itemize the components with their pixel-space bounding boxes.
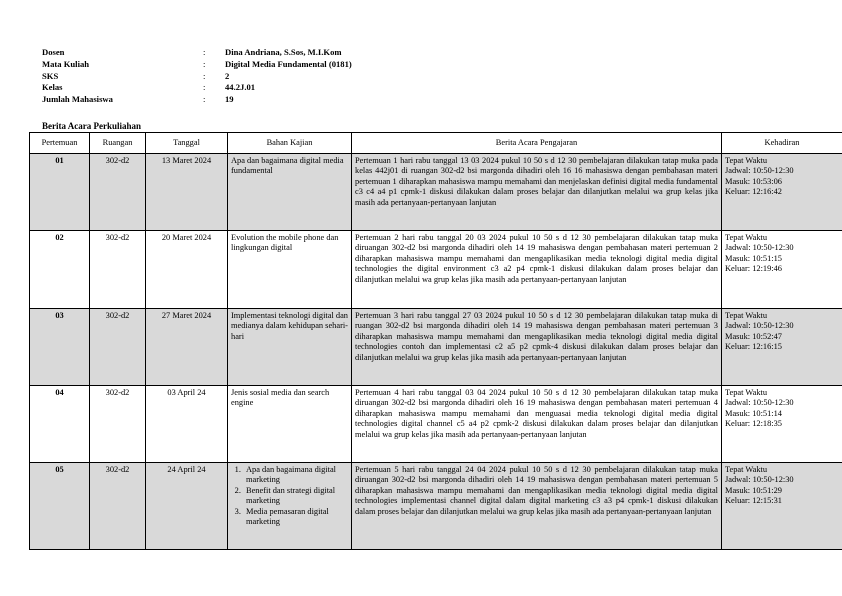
attendance-in: Masuk: 10:51:15: [725, 253, 782, 263]
date: 20 Maret 2024: [146, 231, 228, 309]
attendance-out: Keluar: 12:18:35: [725, 419, 782, 429]
topic-list: [231, 465, 348, 527]
meeting-number: 03: [30, 309, 90, 386]
room: 302-d2: [90, 154, 146, 231]
topic-list-item: 1. Apa dan bagaimana digital marketing: [243, 465, 348, 486]
info-value: Dina Andriana, S.Sos, M.I.Kom: [225, 47, 342, 57]
info-label: Jumlah Mahasiswa: [42, 94, 113, 105]
attendance-schedule: Jadwal: 10:50-12:30: [725, 243, 794, 253]
report: Pertemuan 2 hari rabu tanggal 20 03 2024 pukul 10 50 s d 12 30 pembelajaran dilakukan tatap muka diruangan 302-d2 bsi margonda dihadiri oleh 14 19 mahasiswa dengan pembahasan materi pertemuan 2 diharapkan mahasiswa mampu memahami dan mengaplikasikan media teknologi digital media digital technologies the digital environment c3 a2 p4 cpmk-1 diskusi dilakukan dalam proses belajar dan dilanjutkan melalui wa grup kelas jika masih ada pertanyaan-pertanyaan lanjutan: [352, 231, 722, 309]
attendance: [722, 463, 842, 550]
room: 302-d2: [90, 309, 146, 386]
topic: Apa dan bagaimana digital media fundamental: [228, 154, 352, 231]
meeting-number: 04: [30, 386, 90, 463]
info-row-kelas: [42, 82, 352, 94]
report: Pertemuan 1 hari rabu tanggal 13 03 2024 pukul 10 50 s d 12 30 pembelajaran dilakukan tatap muka pada kelas 442j01 di ruangan 302-d2 bsi margonda dihadiri oleh 16 16 mahasiswa dengan pembahasan materi pertemuan 1 diharapkan mahasiswa mampu memahami dan menjelaskan definisi digital media fundamental c3 c4 a4 p1 cpmk-1 diskusi dilakukan dalam proses belajar dan dilanjutkan melalui wa grup kelas jika masih ada pertanyaan-pertanyaan lanjutan: [352, 154, 722, 231]
report: Pertemuan 3 hari rabu tanggal 27 03 2024 pukul 10 50 s d 12 30 pembelajaran dilakukan tatap muka di ruangan 302-d2 bsi margonda dihadiri oleh 14 19 mahasiswa dengan pembahasan materi pertemuan 3 diharapkan mahasiswa mampu memahami dan mengaplikasikan media teknologi digital media digital technologies contoh dan implementasi c2 a5 p2 cpmk-4 diskusi dilakukan dalam proses belajar dan dilanjutkan melalui wa grup kelas jika masih ada pertanyaan-pertanyaan lanjutan: [352, 309, 722, 386]
room: 302-d2: [90, 231, 146, 309]
attendance-in: Masuk: 10:52:47: [725, 331, 782, 341]
info-separator: :: [203, 70, 206, 81]
date: 27 Maret 2024: [146, 309, 228, 386]
attendance-out: Keluar: 12:19:46: [725, 264, 782, 274]
report: Pertemuan 4 hari rabu tanggal 03 04 2024 pukul 10 50 s d 12 30 pembelajaran dilakukan tatap muka diruangan 302-d2 bsi margonda dihadiri oleh 16 19 mahasiswa dengan pembahasan materi pertemuan 4 diharapkan mahasiswa mampu memahami dan menguasai media teknologi digital media digital technologies digital channel c5 a4 p2 cpmk-2 diskusi dilakukan dalam proses belajar dan dilanjutkan melalui wa grup kelas jika masih ada pertanyaan-pertanyaan lanjutan: [352, 386, 722, 463]
attendance: [722, 231, 842, 309]
table-row: [30, 154, 842, 231]
info-separator: :: [203, 94, 206, 105]
topic: Jenis sosial media dan search engine: [228, 386, 352, 463]
table-header-row: [30, 133, 842, 154]
meeting-number: 05: [30, 463, 90, 550]
info-label: Mata Kuliah: [42, 58, 90, 69]
attendance-schedule: Jadwal: 10:50-12:30: [725, 398, 794, 408]
attendance-status: Tepat Waktu: [725, 233, 768, 242]
topic-list-item: 2. Benefit dan strategi digital marketing: [243, 486, 348, 507]
table-row: [30, 231, 842, 309]
attendance-in: Masuk: 10:53:06: [725, 176, 782, 186]
attendance-status: Tepat Waktu: [725, 311, 768, 320]
table-row: [30, 386, 842, 463]
meeting-number: 02: [30, 231, 90, 309]
info-label: Dosen: [42, 47, 65, 57]
attendance-status: Tepat Waktu: [725, 388, 768, 397]
column-header-tanggal: Tanggal: [146, 133, 228, 154]
attendance-out: Keluar: 12:15:31: [725, 496, 782, 506]
topic: Evolution the mobile phone dan lingkungan digital: [228, 231, 352, 309]
info-separator: :: [203, 82, 206, 93]
info-row-dosen: [42, 47, 352, 59]
info-separator: :: [203, 47, 206, 57]
attendance-status: Tepat Waktu: [725, 465, 768, 474]
date: 13 Maret 2024: [146, 154, 228, 231]
attendance-schedule: Jadwal: 10:50-12:30: [725, 166, 794, 176]
table-row: [30, 463, 842, 550]
info-label: Kelas: [42, 82, 63, 93]
attendance-schedule: Jadwal: 10:50-12:30: [725, 321, 794, 331]
column-header-ruangan: Ruangan: [90, 133, 146, 154]
info-value: 19: [225, 94, 234, 105]
topic: Implementasi teknologi digital dan medianya dalam kehidupan sehari-hari: [228, 309, 352, 386]
topic: [228, 463, 352, 550]
attendance-out: Keluar: 12:16:42: [725, 187, 782, 197]
attendance-out: Keluar: 12:16:15: [725, 342, 782, 352]
info-value: 44.2J.01: [225, 82, 256, 93]
attendance-status: Tepat Waktu: [725, 156, 768, 165]
attendance-in: Masuk: 10:51:29: [725, 485, 782, 495]
lecture-report-table: [29, 132, 842, 550]
meeting-number: 01: [30, 154, 90, 231]
column-header-bahan-kajian: Bahan Kajian: [228, 133, 352, 154]
info-label: SKS: [42, 70, 59, 81]
table-row: [30, 309, 842, 386]
info-value: 2: [225, 70, 230, 81]
section-title: Berita Acara Perkuliahan: [42, 121, 141, 131]
column-header-pertemuan: Pertemuan: [30, 133, 90, 154]
info-row-jumlah-mahasiswa: [42, 94, 352, 106]
attendance-in: Masuk: 10:51:14: [725, 408, 782, 418]
info-row-mata-kuliah: [42, 59, 352, 71]
date: 03 April 24: [146, 386, 228, 463]
attendance-schedule: Jadwal: 10:50-12:30: [725, 475, 794, 485]
room: 302-d2: [90, 463, 146, 550]
info-value: Digital Media Fundamental (0181): [225, 58, 352, 69]
topic-list-item: 3. Media pemasaran digital marketing: [243, 507, 348, 528]
attendance: [722, 154, 842, 231]
room: 302-d2: [90, 386, 146, 463]
column-header-kehadiran: Kehadiran: [722, 133, 842, 154]
info-row-sks: [42, 71, 352, 83]
attendance: [722, 386, 842, 463]
course-info: [42, 47, 352, 106]
info-separator: :: [203, 58, 206, 69]
date: 24 April 24: [146, 463, 228, 550]
column-header-berita-acara: Berita Acara Pengajaran: [352, 133, 722, 154]
attendance: [722, 309, 842, 386]
report: Pertemuan 5 hari rabu tanggal 24 04 2024 pukul 10 50 s d 12 30 pembelajaran dilakukan tatap muka diruangan 302-d2 bsi margonda dihadiri oleh 14 19 mahasiswa dengan pembahasan materi pertemuan 5 diharapkan mahasiswa mampu memahami dan mengaplikasikan media teknologi digital media digital technologies implementasi channel digital dalam digital marketing c3 a3 p4 cpmk-1 diskusi dilakukan dalam proses belajar dan dilanjutkan melalui wa grup kelas jika masih ada pertanyaan-pertanyaan lanjutan: [352, 463, 722, 550]
